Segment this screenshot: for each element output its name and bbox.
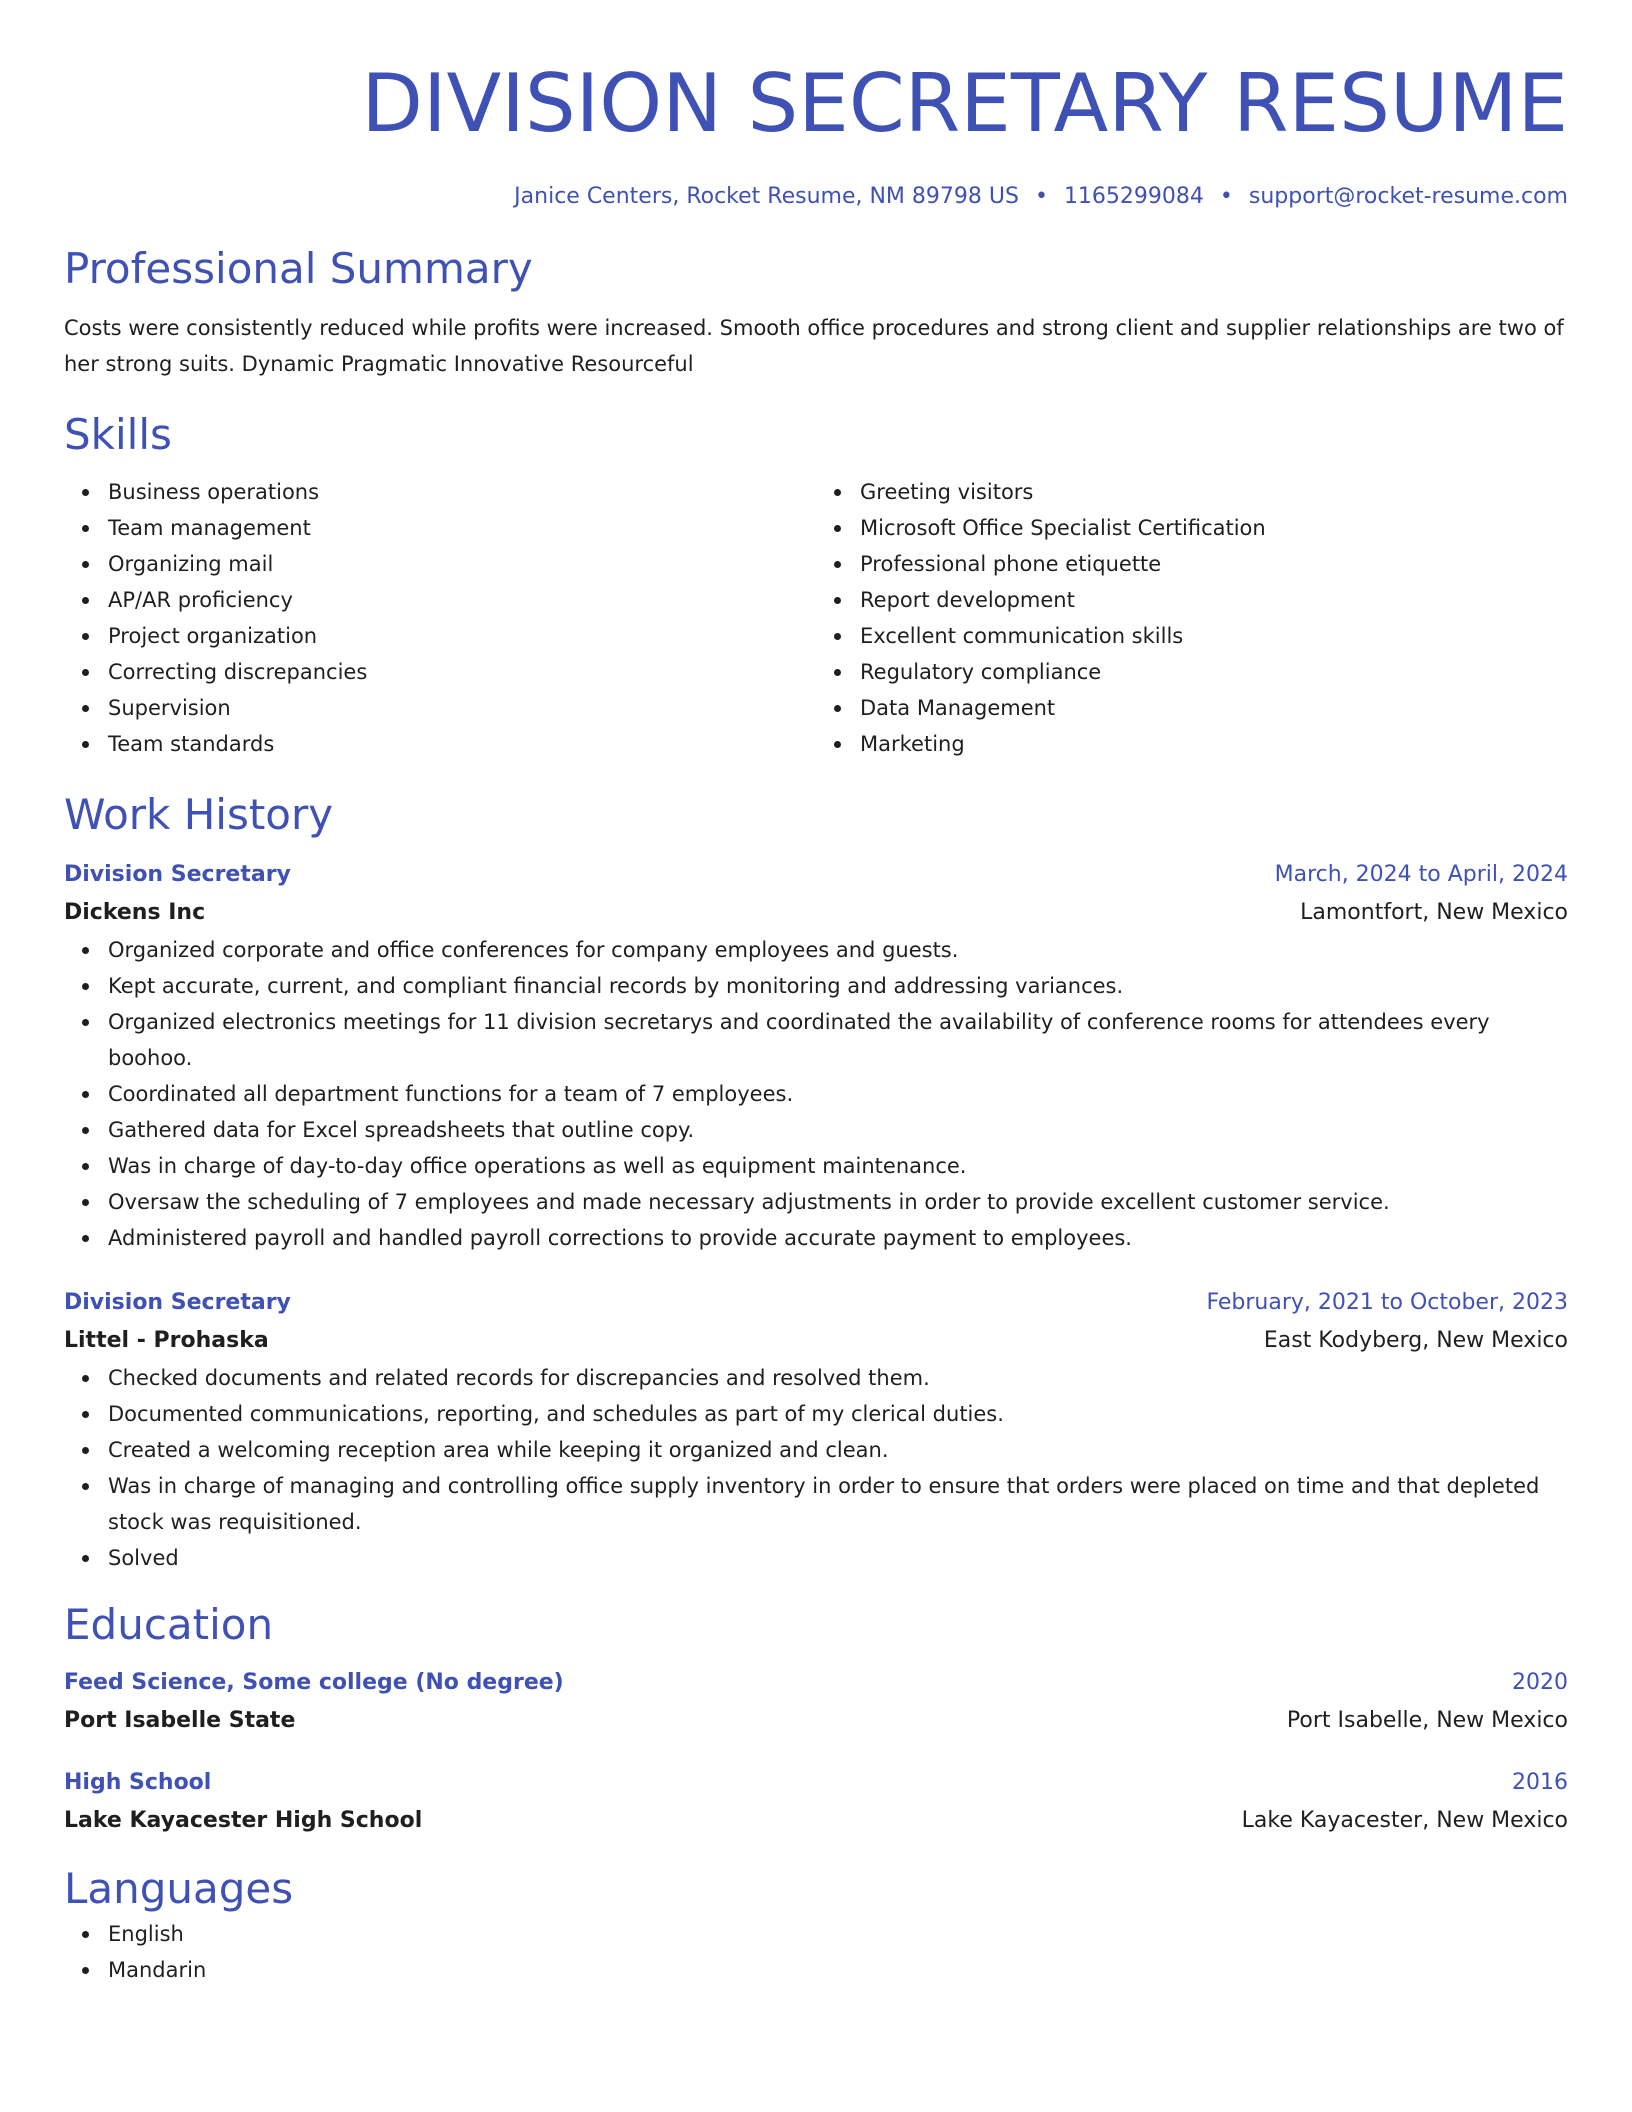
education-school: Lake Kayacester High School [64,1808,423,1833]
job-duty: Solved [108,1540,1568,1576]
education-header-row [64,1664,1568,1702]
contact-email: support@rocket-resume.com [1248,184,1568,209]
education-school-row [64,1802,1568,1840]
skills-grid [64,474,1568,762]
skill-item: Organizing mail [108,546,816,582]
job-duties-list [64,1360,1568,1576]
education-year: 2020 [1512,1670,1568,1695]
summary-heading: Professional Summary [64,244,533,293]
education-school: Port Isabelle State [64,1708,296,1733]
skill-item: Correcting discrepancies [108,654,816,690]
job-title: Division Secretary [64,1290,291,1315]
education-year: 2016 [1512,1770,1568,1795]
education-school-row [64,1702,1568,1740]
job-company-row [64,894,1568,932]
job-dates: February, 2021 to October, 2023 [1206,1290,1568,1315]
education-location: Port Isabelle, New Mexico [1286,1708,1568,1733]
contact-phone: 1165299084 [1063,184,1204,209]
education-degree: High School [64,1770,212,1795]
resume-title: DIVISION SECRETARY RESUME [361,57,1568,150]
job-duty: Organized electronics meetings for 11 division secretarys and coordinated the availability of conference rooms for attendees every boohoo. [108,1004,1568,1076]
job-duties-list [64,932,1568,1256]
job-dates: March, 2024 to April, 2024 [1274,862,1568,887]
skill-item: Professional phone etiquette [860,546,1568,582]
skills-left-column [64,474,816,762]
contact-address: Janice Centers, Rocket Resume, NM 89798 US [514,184,1019,209]
education-header-row [64,1764,1568,1802]
job-header-row [64,856,1568,894]
skills-right-column [816,474,1568,762]
skill-item: Marketing [860,726,1568,762]
skill-item: Report development [860,582,1568,618]
contact-line [64,182,1568,212]
skill-item: Business operations [108,474,816,510]
job-duty: Administered payroll and handled payroll corrections to provide accurate payment to employees. [108,1220,1568,1256]
job-duty: Was in charge of day-to-day office operations as well as equipment maintenance. [108,1148,1568,1184]
skill-item: AP/AR proficiency [108,582,816,618]
skill-item: Project organization [108,618,816,654]
job-company: Littel - Prohaska [64,1328,269,1353]
job-entry [64,1284,1568,1576]
job-company-row [64,1322,1568,1360]
education-entry [64,1764,1568,1840]
skill-item: Greeting visitors [860,474,1568,510]
skill-item: Supervision [108,690,816,726]
job-duty: Created a welcoming reception area while keeping it organized and clean. [108,1432,1568,1468]
skills-heading: Skills [64,410,172,459]
job-title: Division Secretary [64,862,291,887]
job-duty: Was in charge of managing and controlling office supply inventory in order to ensure that orders were placed on time and that depleted stock was requisitioned. [108,1468,1568,1540]
skill-item: Excellent communication skills [860,618,1568,654]
contact-separator: • [1034,184,1048,209]
job-duty: Gathered data for Excel spreadsheets that outline copy. [108,1112,1568,1148]
job-company: Dickens Inc [64,900,206,925]
contact-separator: • [1219,184,1233,209]
language-item: Mandarin [108,1952,1568,1988]
job-duty: Coordinated all department functions for a team of 7 employees. [108,1076,1568,1112]
job-header-row [64,1284,1568,1322]
skill-item: Team standards [108,726,816,762]
education-location: Lake Kayacester, New Mexico [1241,1808,1568,1833]
job-duty: Organized corporate and office conferences for company employees and guests. [108,932,1568,968]
skill-item: Microsoft Office Specialist Certification [860,510,1568,546]
education-degree: Feed Science, Some college (No degree) [64,1670,564,1695]
summary-text: Costs were consistently reduced while profits were increased. Smooth office procedures and strong client and supplier relationships are two of her strong suits. Dynamic Pragmatic Innovative Resourceful [64,316,1564,376]
skill-item: Regulatory compliance [860,654,1568,690]
job-duty: Documented communications, reporting, and schedules as part of my clerical duties. [108,1396,1568,1432]
languages-heading: Languages [64,1864,294,1913]
skill-item: Team management [108,510,816,546]
job-entry [64,856,1568,1256]
education-entry [64,1664,1568,1740]
education-heading: Education [64,1600,274,1649]
job-duty: Oversaw the scheduling of 7 employees and made necessary adjustments in order to provide excellent customer service. [108,1184,1568,1220]
job-duty: Checked documents and related records for discrepancies and resolved them. [108,1360,1568,1396]
job-duty: Kept accurate, current, and compliant financial records by monitoring and addressing variances. [108,968,1568,1004]
work-history-heading: Work History [64,790,334,839]
job-location: Lamontfort, New Mexico [1300,900,1568,925]
language-item: English [108,1916,1568,1952]
skill-item: Data Management [860,690,1568,726]
job-location: East Kodyberg, New Mexico [1263,1328,1568,1353]
languages-list [64,1916,1568,1988]
